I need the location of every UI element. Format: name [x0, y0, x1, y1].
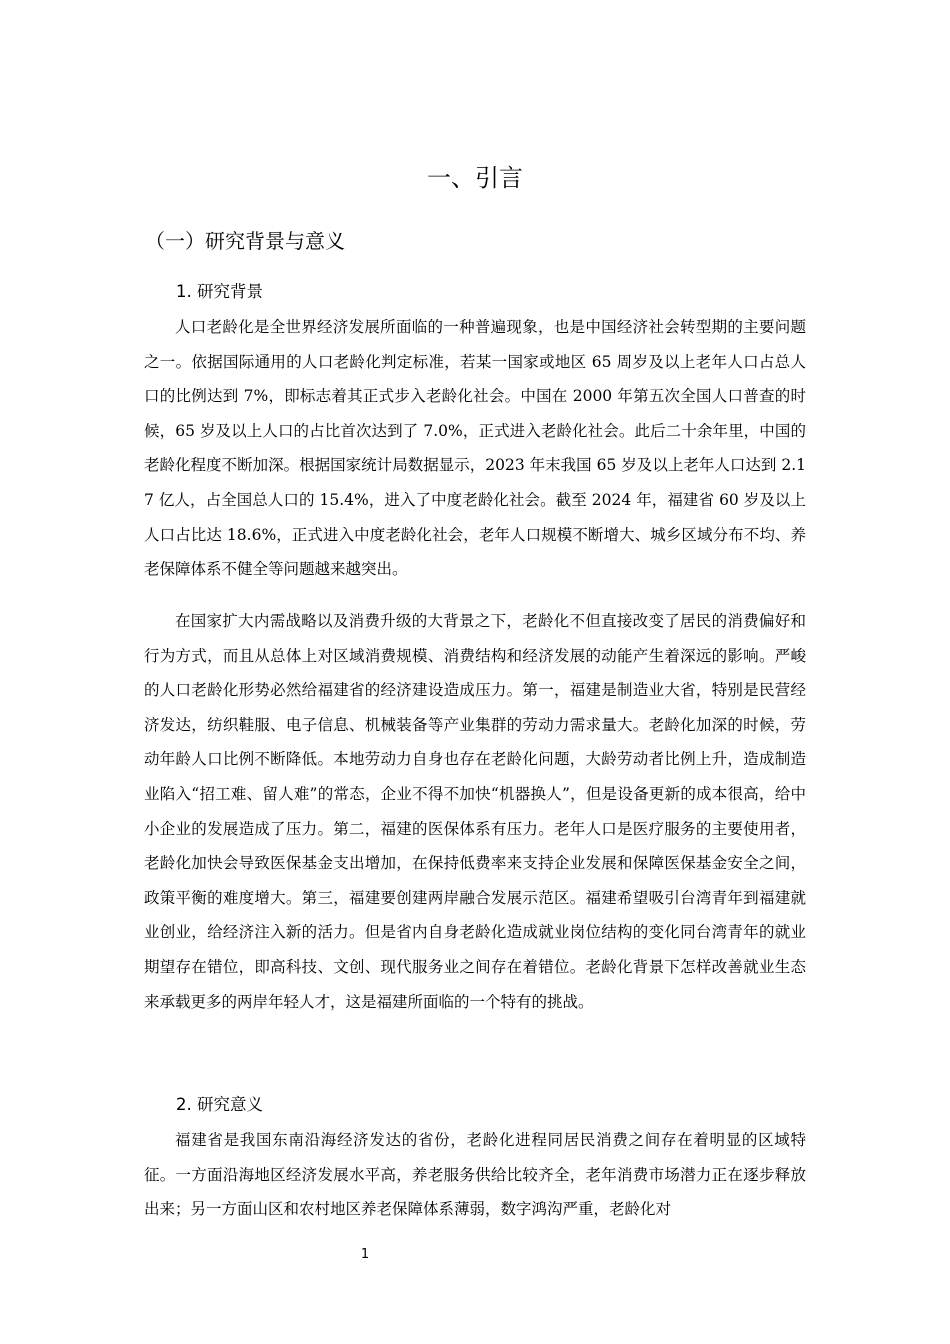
- subsection-title-significance: 2. 研究意义: [176, 1095, 263, 1114]
- subsection-title-background: 1. 研究背景: [176, 282, 263, 301]
- paragraph-significance-1: 福建省是我国东南沿海经济发达的省份，老龄化进程同居民消费之间存在着明显的区域特征。一方面沿海地区经济发展水平高，养老服务供给比较齐全，老年消费市场潜力正在逐步释放出来；另一方面山区和农村地区养老保障体系薄弱，数字鸿沟严重，老龄化对: [144, 1131, 806, 1219]
- page-number: 1: [360, 1247, 370, 1262]
- chapter-title: 一、引言: [427, 164, 523, 192]
- paragraph-background-1: 人口老龄化是全世界经济发展所面临的一种普遍现象，也是中国经济社会转型期的主要问题之一。依据国际通用的人口老龄化判定标准，若某一国家或地区 65 周岁及以上老年人口占总人口的比例达到 7%，即标志着其正式步入老龄化社会。中国在 2000 年第五次全国人口普查的时候，65 岁及以上人口的占比首次达到了 7.0%，正式进入老龄化社会。此后二十余年里，中国的老龄化程度不断加深。根据国家统计局数据显示，2023 年末我国 65 岁及以上老年人口达到 2.17 亿人，占全国总人口的 15.4%，进入了中度老龄化社会。截至 2024 年，福建省 60 岁及以上人口占比达 18.6%，正式进入中度老龄化社会，老年人口规模不断增大、城乡区域分布不均、养老保障体系不健全等问题越来越突出。: [144, 318, 806, 579]
- paragraph-background-2: 在国家扩大内需战略以及消费升级的大背景之下，老龄化不但直接改变了居民的消费偏好和行为方式，而且从总体上对区域消费规模、消费结构和经济发展的动能产生着深远的影响。严峻的人口老龄化形势必然给福建省的经济建设造成压力。第一，福建是制造业大省，特别是民营经济发达，纺织鞋服、电子信息、机械装备等产业集群的劳动力需求量大。老龄化加深的时候，劳动年龄人口比例不断降低。本地劳动力自身也存在老龄化问题，大龄劳动者比例上升，造成制造业陷入“招工难、留人难”的常态，企业不得不加快“机器换人”，但是设备更新的成本很高，给中小企业的发展造成了压力。第二，福建的医保体系有压力。老年人口是医疗服务的主要使用者，老龄化加快会导致医保基金支出增加，在保持低费率来支持企业发展和保障医保基金安全之间，政策平衡的难度增大。第三，福建要创建两岸融合发展示范区。福建希望吸引台湾青年到福建就业创业，给经济注入新的活力。但是省内自身老龄化造成就业岗位结构的变化同台湾青年的就业期望存在错位，即高科技、文创、现代服务业之间存在着错位。老龄化背景下怎样改善就业生态来承载更多的两岸年轻人才，这是福建所面临的一个特有的挑战。: [144, 612, 806, 1011]
- section-title: （一）研究背景与意义: [145, 229, 345, 253]
